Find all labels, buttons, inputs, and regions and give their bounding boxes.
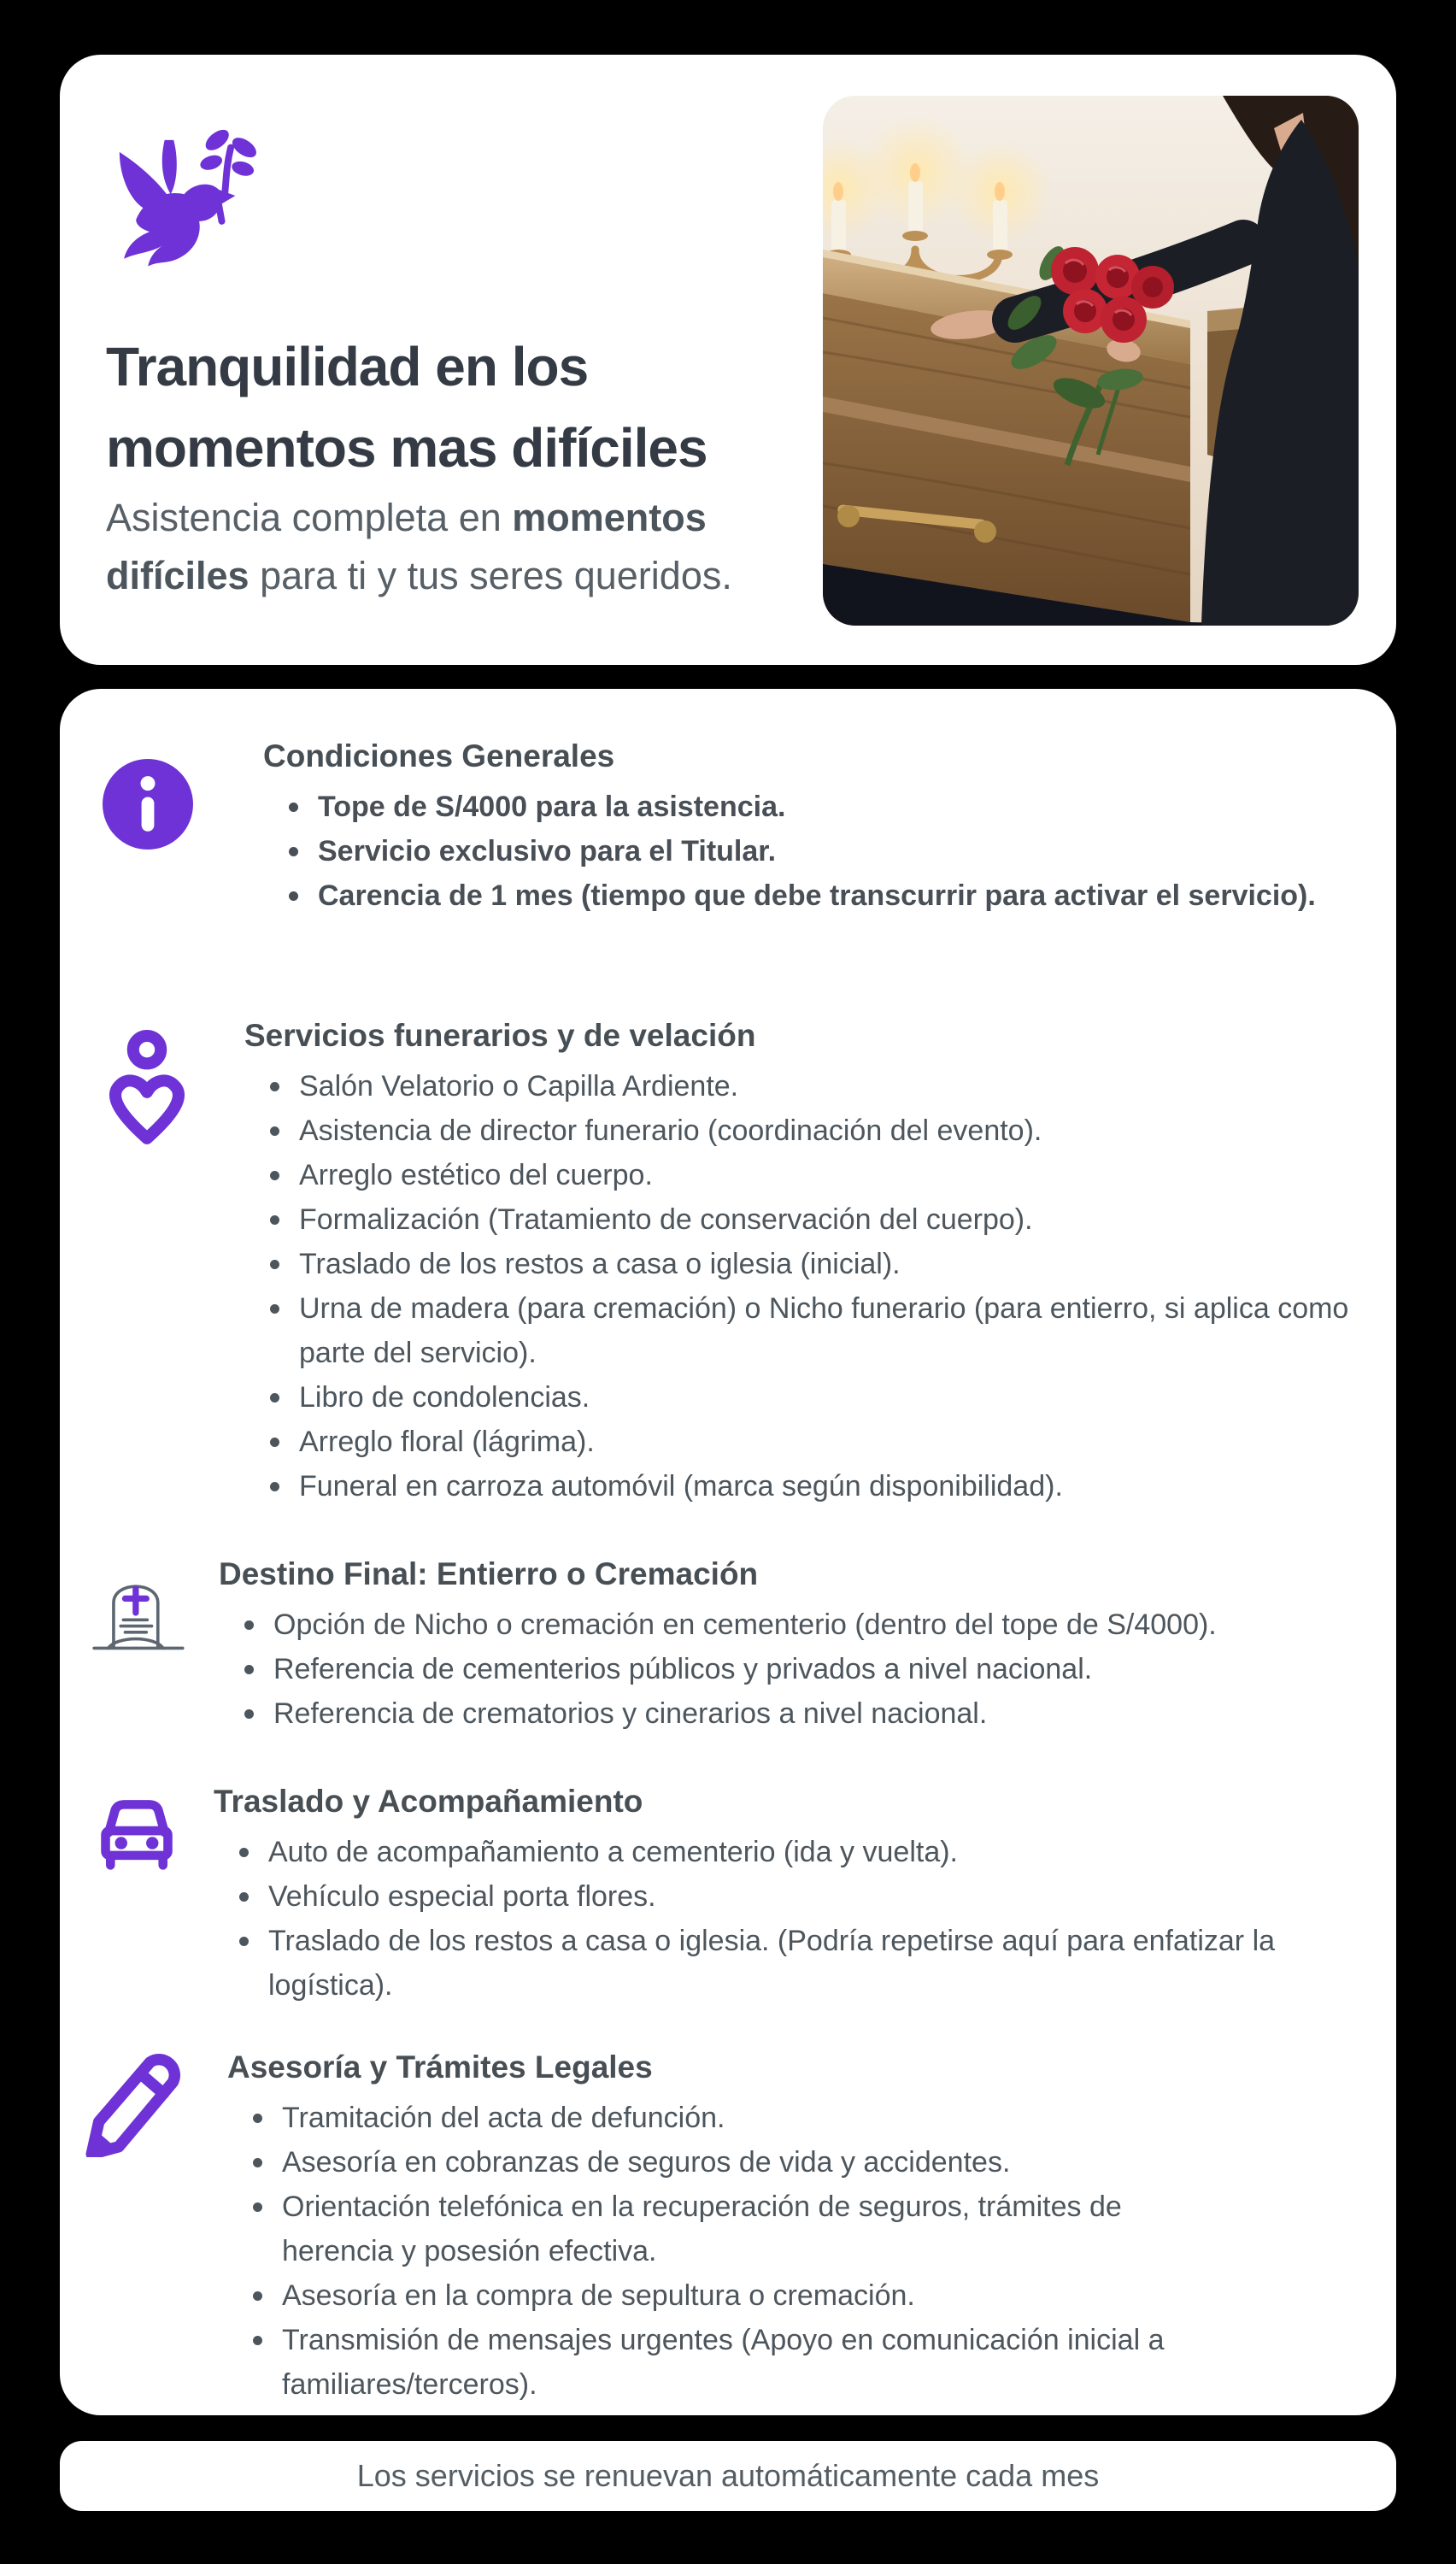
bullet-item: Asistencia de director funerario (coordinación del evento). [244,1109,1359,1153]
bullet-item: Asesoría en cobranzas de seguros de vida y accidentes. [227,2140,1239,2185]
bullet-item: Urna de madera (para cremación) o Nicho funerario (para entierro, si aplica como parte del servicio). [244,1286,1359,1375]
section-servicios-funerarios [244,1016,1359,1508]
section-title: Condiciones Generales [263,738,615,773]
bullet-list [227,2096,1239,2407]
bullet-item: Tope de S/4000 para la asistencia. [263,785,1326,829]
funeral-scene-photo [823,96,1359,626]
car-icon [94,1791,179,1873]
bullet-item: Funeral en carroza automóvil (marca según disponibilidad). [244,1464,1359,1508]
section-condiciones-generales [263,737,1326,918]
hero-subtitle-text-2: para ti y tus seres queridos. [249,554,732,597]
section-traslado [214,1782,1379,2008]
bullet-item: Referencia de crematorios y cinerarios a nivel nacional. [219,1691,1333,1736]
section-title: Traslado y Acompañamiento [214,1784,643,1819]
section-title: Asesoría y Trámites Legales [227,2049,653,2085]
bullet-item: Asesoría en la compra de sepultura o cremación. [227,2273,1239,2318]
bullet-list [263,785,1326,918]
bullet-item: Formalización (Tratamiento de conservación del cuerpo). [244,1197,1359,1242]
bullet-item: Transmisión de mensajes urgentes (Apoyo en comunicación inicial a familiares/terceros). [227,2318,1239,2407]
bullet-item: Tramitación del acta de defunción. [227,2096,1239,2140]
renewal-notice-text: Los servicios se renuevan automáticamente cada mes [356,2458,1100,2493]
dove-olive-branch-icon [106,126,256,277]
hero-title-line2: momentos mas difíciles [106,417,707,479]
bullet-item: Traslado de los restos a casa o iglesia. (Podría repetirse aquí para enfatizar la logística). [214,1919,1379,2008]
bullet-item: Salón Velatorio o Capilla Ardiente. [244,1064,1359,1109]
bullet-list [214,1830,1379,2008]
section-destino-final [219,1555,1333,1736]
bullet-item: Arreglo estético del cuerpo. [244,1153,1359,1197]
bullet-item: Opción de Nicho o cremación en cementerio (dentro del tope de S/4000). [219,1602,1333,1647]
bullet-item: Carencia de 1 mes (tiempo que debe transcurrir para activar el servicio). [263,873,1326,918]
hero-title [106,326,707,489]
bullet-item: Vehículo especial porta flores. [214,1874,1379,1919]
info-icon [103,759,193,850]
hero-card [60,55,1396,665]
bullet-item: Orientación telefónica en la recuperación de seguros, trámites de herencia y posesión efectiva. [227,2185,1239,2273]
section-title: Destino Final: Entierro o Cremación [219,1556,759,1591]
hero-subtitle [106,489,832,605]
bullet-item: Auto de acompañamiento a cementerio (ida y vuelta). [214,1830,1379,1874]
services-card [60,689,1396,2415]
hero-subtitle-text: Asistencia completa en [106,496,513,539]
bullet-item: Arreglo floral (lágrima). [244,1420,1359,1464]
hero-subtitle-bold: momentos difíciles [106,496,707,597]
renewal-notice-bar [60,2441,1396,2511]
pencil-icon [77,2053,190,2157]
bullet-list [219,1602,1333,1736]
section-title: Servicios funerarios y de velación [244,1018,756,1053]
bullet-item: Traslado de los restos a casa o iglesia (inicial). [244,1242,1359,1286]
bullet-item: Libro de condolencias. [244,1375,1359,1420]
tombstone-icon [91,1569,188,1658]
bullet-item: Servicio exclusivo para el Titular. [263,829,1326,873]
person-heart-icon [101,1029,193,1159]
bullet-item: Referencia de cementerios públicos y privados a nivel nacional. [219,1647,1333,1691]
bullet-list [244,1064,1359,1508]
hero-title-line1: Tranquilidad en los [106,336,589,397]
section-asesoria-legal [227,2048,1239,2407]
